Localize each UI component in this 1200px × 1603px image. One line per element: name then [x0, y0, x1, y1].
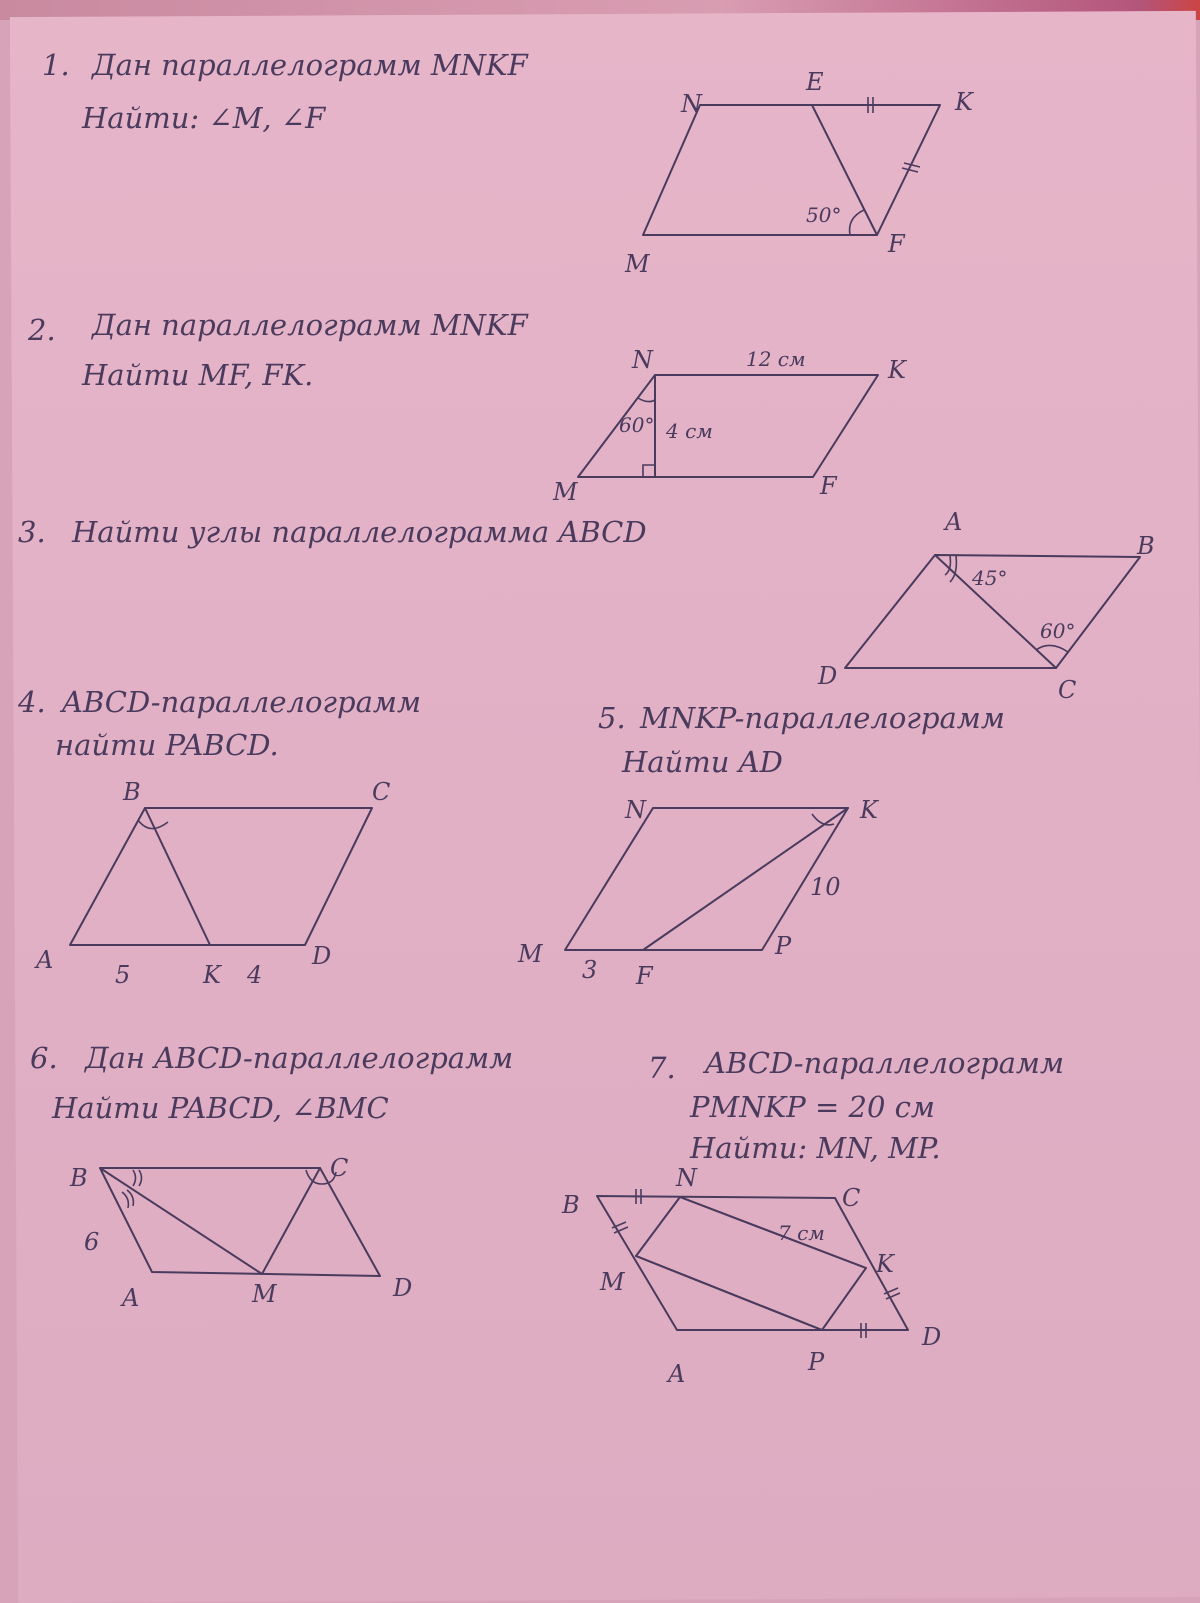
height-label: 4 см	[666, 419, 713, 443]
vertex-label: B	[123, 778, 141, 806]
vertex-label: P	[775, 932, 792, 960]
side-length-label: 10	[810, 873, 841, 901]
angle-arc	[1036, 645, 1068, 652]
task-4-question: найти PABCD.	[55, 728, 279, 762]
parallelogram-mnkp	[565, 808, 848, 950]
point-label: M	[600, 1268, 625, 1296]
vertex-label: D	[312, 942, 332, 970]
vertex-label: E	[806, 68, 824, 96]
task-5-figure	[517, 796, 880, 990]
task-1-question: Найти: ∠M, ∠F	[82, 101, 326, 135]
task-2-statement: Дан параллелограмм MNKF	[92, 308, 528, 342]
task-7-perimeter: PMNKP = 20 см	[690, 1090, 935, 1124]
point-label: M	[252, 1280, 277, 1308]
task-3-statement: Найти углы параллелограмма ABCD	[72, 515, 647, 549]
task-2-number: 2.	[28, 313, 56, 347]
angle-label: 50°	[806, 203, 842, 227]
task-7-statement: ABCD-параллелограмм	[705, 1046, 1065, 1080]
point-label: K	[876, 1250, 894, 1278]
vertex-label: K	[860, 796, 878, 824]
task-4-number: 4.	[18, 685, 46, 719]
vertex-label: N	[632, 346, 653, 374]
segment-length-label: 7 см	[778, 1221, 825, 1245]
bisector-bm	[100, 1168, 262, 1274]
vertex-label: C	[1058, 676, 1077, 704]
vertex-label: B	[70, 1164, 88, 1192]
task-1-statement: Дан параллелограмм MNKF	[92, 48, 528, 82]
vertex-label: M	[518, 940, 543, 968]
task-4	[17, 685, 421, 989]
task-5-statement: MNKP-параллелограмм	[640, 701, 1005, 735]
segment-length-label: 3	[582, 956, 598, 984]
vertex-label: B	[1137, 532, 1155, 560]
vertex-label: N	[625, 796, 646, 824]
angle-arc	[139, 1170, 142, 1186]
task-7	[561, 1046, 1064, 1388]
task-1-figure	[624, 68, 975, 278]
vertex-label: F	[820, 472, 837, 500]
point-label: N	[676, 1164, 697, 1192]
vertex-label: K	[955, 88, 973, 116]
task-6-question: Найти PABCD, ∠BMC	[52, 1091, 389, 1125]
angle-arc	[850, 210, 864, 235]
task-2	[27, 308, 908, 506]
side-length-label: 6	[84, 1228, 100, 1256]
angle-arc	[638, 398, 655, 402]
vertex-label: K	[888, 356, 906, 384]
vertex-label: C	[372, 778, 391, 806]
task-5-question: Найти AD	[622, 745, 783, 779]
task-3-number: 3.	[18, 515, 46, 549]
parallelogram-abcd	[70, 808, 372, 945]
vertex-label: A	[945, 508, 963, 536]
vertex-label: A	[122, 1284, 140, 1312]
vertex-label: C	[330, 1154, 349, 1182]
task-1	[42, 48, 975, 278]
angle-label: 60°	[619, 413, 655, 437]
task-5	[517, 701, 1005, 990]
vertex-label: M	[625, 250, 650, 278]
parallelogram-mnkp	[636, 1197, 866, 1330]
task-3	[18, 508, 1155, 704]
parallelogram-abcd	[597, 1196, 908, 1330]
task-6-figure	[69, 1154, 412, 1312]
task-7-number: 7.	[648, 1051, 676, 1085]
task-4-statement: ABCD-параллелограмм	[62, 685, 422, 719]
angle-label: 60°	[1040, 619, 1076, 643]
angle-arc	[133, 1170, 136, 1186]
segment-length-label: 4	[247, 961, 263, 989]
task-6	[30, 1041, 513, 1312]
task-5-number: 5.	[598, 701, 626, 735]
task-4-figure	[34, 778, 390, 989]
task-1-number: 1.	[42, 48, 70, 82]
segment-nk	[680, 1197, 866, 1268]
right-angle-mark	[643, 465, 655, 477]
task-2-question: Найти MF, FK.	[82, 358, 314, 392]
segment-length-label: 5	[115, 961, 131, 989]
point-label: K	[203, 961, 221, 989]
vertex-label: B	[562, 1191, 580, 1219]
point-label: P	[808, 1348, 825, 1376]
segment-mp	[636, 1256, 822, 1330]
angle-label: 45°	[972, 566, 1008, 590]
task-7-figure	[561, 1164, 941, 1388]
point-label: F	[636, 962, 653, 990]
vertex-label: D	[393, 1274, 413, 1302]
vertex-label: F	[888, 230, 905, 258]
parallelogram-mnkf	[643, 105, 940, 235]
vertex-label: D	[818, 662, 838, 690]
task-6-statement: Дан ABCD-параллелограмм	[85, 1041, 514, 1075]
task-6-number: 6.	[30, 1041, 58, 1075]
vertex-label: A	[36, 946, 54, 974]
task-2-figure	[552, 346, 908, 506]
vertex-label: C	[842, 1184, 861, 1212]
vertex-label: N	[681, 90, 702, 118]
bisector-cm	[262, 1168, 320, 1274]
vertex-label: M	[553, 478, 578, 506]
vertex-label: A	[668, 1360, 686, 1388]
vertex-label: D	[922, 1323, 942, 1351]
task-7-question: Найти: MN, MP.	[690, 1131, 941, 1165]
task-3-figure	[817, 508, 1155, 704]
side-length-label: 12 см	[746, 347, 806, 371]
angle-arc	[122, 1192, 128, 1208]
